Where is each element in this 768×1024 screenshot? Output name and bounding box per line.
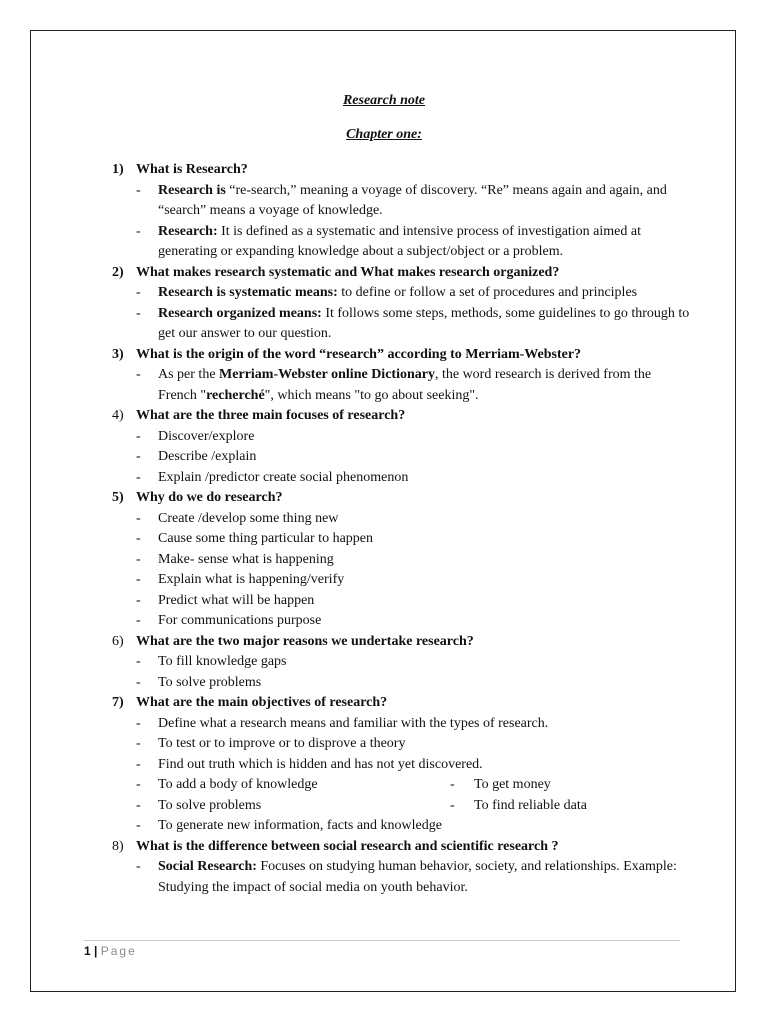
- item-term: Research is systematic means:: [158, 285, 338, 300]
- item-text: Find out truth which is hidden and has not yet discovered.: [158, 756, 483, 772]
- list-item: [112, 714, 692, 735]
- item-text: Cause some thing particular to happen: [158, 531, 373, 546]
- question-number: 8): [112, 838, 124, 854]
- answer-list: [112, 714, 692, 837]
- item-text: As per the: [158, 367, 220, 382]
- question-text: What is the difference between social research and scientific research ?: [136, 838, 559, 854]
- item-text: For communications purpose: [158, 613, 322, 628]
- item-text: To solve problems: [158, 797, 262, 813]
- question-5: [112, 488, 692, 509]
- bullet-dash: -: [136, 756, 141, 772]
- list-item: [112, 222, 692, 263]
- question-text: What is the origin of the word “research” according to Merriam-Webster?: [136, 346, 582, 362]
- list-item: [112, 365, 692, 406]
- list-item: [112, 611, 692, 632]
- list-item: [112, 447, 692, 468]
- question-text: What are the two major reasons we undertake research?: [136, 633, 474, 649]
- question-number: 4): [112, 408, 124, 423]
- item-text: Explain what is happening/verify: [158, 572, 345, 587]
- footer-divider: [84, 940, 680, 941]
- item-text: Create /develop some thing new: [158, 510, 339, 526]
- question-text: What makes research systematic and What makes research organized?: [136, 264, 560, 280]
- bullet-dash: -: [136, 572, 141, 587]
- chapter-heading: Chapter one:: [346, 127, 422, 142]
- bullet-dash: -: [136, 654, 141, 669]
- answer-list: [112, 857, 692, 898]
- answer-list: [112, 509, 692, 632]
- question-8: [112, 837, 692, 858]
- item-term: Merriam-Webster online Dictionary: [219, 367, 435, 382]
- item-term: Social Research:: [158, 859, 257, 874]
- item-text: To test or to improve or to disprove a theory: [158, 736, 406, 751]
- question-number: 1): [112, 162, 124, 177]
- item-text: To solve problems: [158, 674, 262, 690]
- bullet-dash: -: [136, 818, 141, 833]
- item-text: Explain /predictor create social phenomenon: [158, 469, 409, 485]
- list-item: [112, 550, 692, 571]
- list-item: [112, 304, 692, 345]
- bullet-dash: -: [136, 285, 141, 300]
- item-text-right: To get money: [474, 777, 551, 792]
- item-text: Predict what will be happen: [158, 592, 315, 608]
- item-text: Focuses on studying human behavior, society, and relationships. Example: Studying the impact of social media on youth behavior.: [158, 859, 677, 895]
- list-item: [112, 857, 692, 898]
- question-text: Why do we do research?: [136, 490, 283, 505]
- item-text: , the word research is derived from the French ": [158, 367, 652, 403]
- bullet-dash: -: [136, 305, 141, 321]
- list-item: [112, 775, 692, 796]
- question-number: 2): [112, 264, 124, 280]
- bullet-dash: -: [136, 777, 141, 792]
- question-text: What are the main objectives of research?: [136, 695, 388, 710]
- answer-list: [112, 283, 692, 345]
- bullet-dash: -: [450, 777, 455, 792]
- answer-list: [112, 365, 692, 406]
- item-text: to define or follow a set of procedures and principles: [337, 285, 638, 300]
- bullet-dash: -: [136, 674, 141, 690]
- item-text-right: To find reliable data: [474, 797, 587, 813]
- bullet-dash: -: [450, 797, 455, 813]
- item-text: Describe /explain: [158, 449, 257, 464]
- bullet-dash: -: [136, 715, 141, 731]
- item-term: Research is: [158, 182, 226, 198]
- question-number: 7): [112, 695, 124, 710]
- list-item: [112, 468, 692, 489]
- footer-separator: |: [94, 944, 98, 958]
- item-term: Research organized means:: [158, 305, 322, 321]
- question-4: [112, 406, 692, 427]
- bullet-dash: -: [136, 859, 141, 874]
- question-number: 5): [112, 490, 124, 505]
- item-text: Define what a research means and familiar with the types of research.: [158, 715, 549, 731]
- answer-list: [112, 181, 692, 263]
- item-text: To add a body of knowledge: [158, 777, 318, 792]
- page-number: 1: [84, 944, 91, 958]
- bullet-dash: -: [136, 469, 141, 485]
- bullet-dash: -: [136, 428, 141, 444]
- item-text: “re-search,” meaning a voyage of discovery. “Re” means again and again, and “search” means a voyage of knowledge.: [158, 182, 667, 218]
- list-item: [112, 673, 692, 694]
- item-text: Make- sense what is happening: [158, 551, 334, 567]
- bullet-dash: -: [136, 367, 141, 382]
- bullet-dash: -: [136, 797, 141, 813]
- item-term: recherché: [206, 387, 265, 403]
- list-item: [112, 181, 692, 222]
- bullet-dash: -: [136, 736, 141, 751]
- question-3: [112, 345, 692, 366]
- item-text: To fill knowledge gaps: [158, 654, 287, 669]
- list-item: [112, 427, 692, 448]
- page-label: Page: [100, 944, 137, 958]
- bullet-dash: -: [136, 531, 141, 546]
- question-number: 6): [112, 633, 124, 649]
- list-item: [112, 283, 692, 304]
- item-term: Research:: [158, 223, 218, 239]
- bullet-dash: -: [136, 510, 141, 526]
- bullet-dash: -: [136, 182, 141, 198]
- answer-list: [112, 427, 692, 489]
- page-footer: [84, 944, 137, 958]
- list-item: [112, 591, 692, 612]
- question-text: What is Research?: [136, 162, 248, 177]
- item-text: Discover/explore: [158, 428, 255, 444]
- question-text: What are the three main focuses of research?: [136, 408, 406, 423]
- item-text: To generate new information, facts and knowledge: [158, 818, 442, 833]
- question-2: [112, 263, 692, 284]
- item-text: ", which means "to go about seeking".: [264, 387, 479, 403]
- question-7: [112, 693, 692, 714]
- list-item: [112, 570, 692, 591]
- answer-list: [112, 652, 692, 693]
- document-title: Research note: [342, 93, 426, 108]
- list-item: [112, 816, 692, 837]
- list-item: [112, 755, 692, 776]
- list-item: [112, 734, 692, 755]
- question-6: [112, 632, 692, 653]
- list-item: [112, 529, 692, 550]
- question-number: 3): [112, 346, 124, 362]
- question-1: [112, 160, 692, 181]
- bullet-dash: -: [136, 223, 141, 239]
- item-text: It is defined as a systematic and intensive process of investigation aimed at generating or expanding knowledge about a subject/object or a problem.: [158, 223, 641, 259]
- bullet-dash: -: [136, 551, 141, 567]
- bullet-dash: -: [136, 613, 141, 628]
- document-body: [112, 160, 692, 898]
- list-item: [112, 796, 692, 817]
- bullet-dash: -: [136, 592, 141, 608]
- bullet-dash: -: [136, 449, 141, 464]
- item-text: It follows some steps, methods, some guidelines to go through to get our answer to our question.: [158, 305, 690, 341]
- list-item: [112, 509, 692, 530]
- list-item: [112, 652, 692, 673]
